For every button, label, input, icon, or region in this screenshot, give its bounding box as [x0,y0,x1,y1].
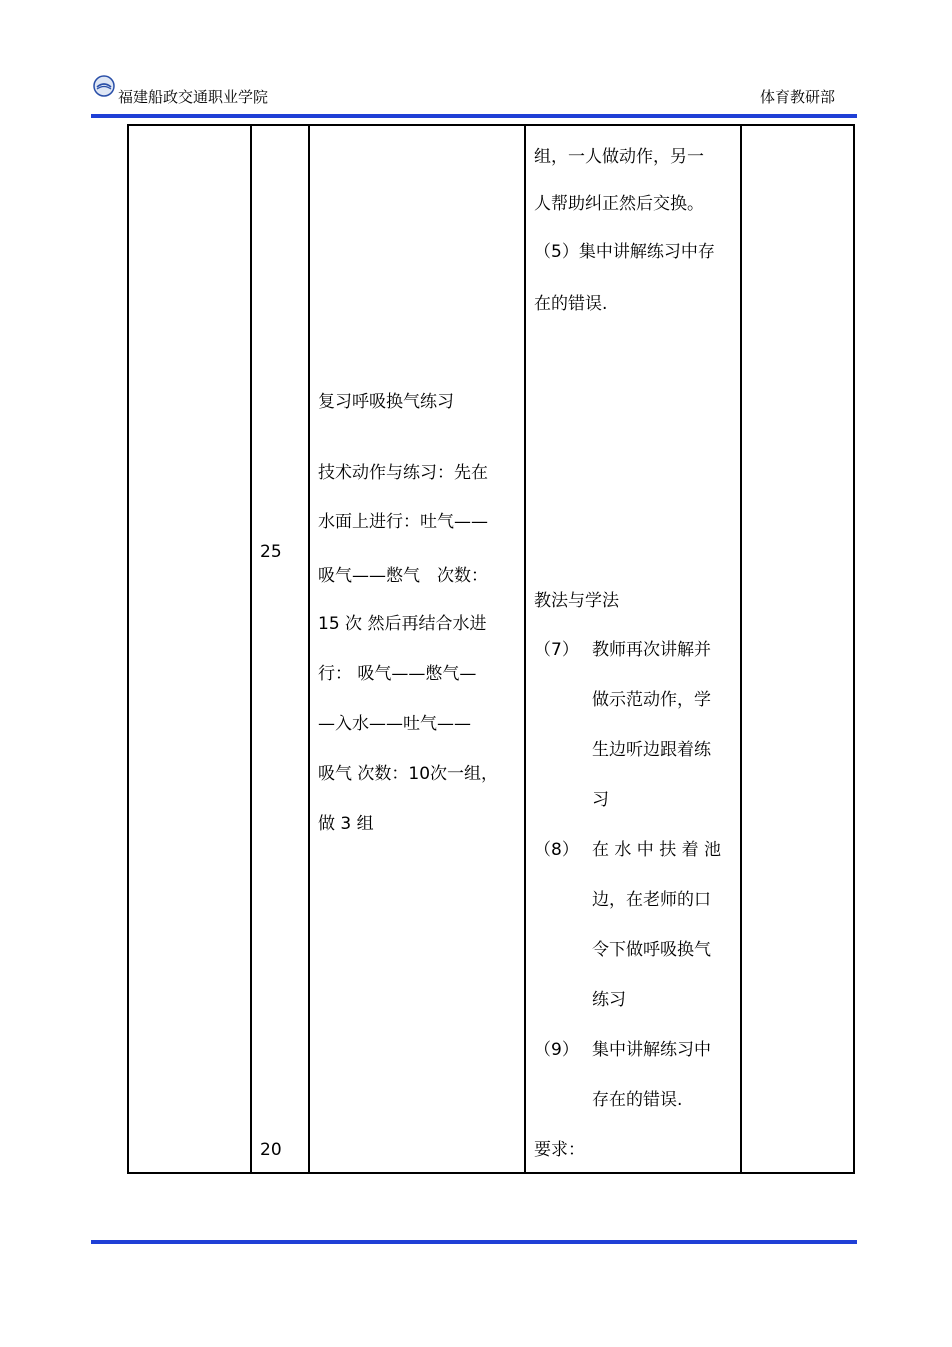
table-border-left [127,124,129,1174]
method-line: 在的错误. [534,294,608,314]
school-name: 福建船政交通职业学院 [118,88,269,106]
content-title: 复习呼吸换气练习 [318,392,454,412]
school-emblem-icon [93,75,115,97]
method-item-line: 练习 [592,990,626,1010]
col-divider-4 [740,124,742,1174]
content-line: —入水——吐气—— [318,714,471,734]
col-divider-3 [524,124,526,1174]
content-line: 吸气 次数：10次一组， [318,764,499,784]
content-line: 水面上进行：吐气—— [318,512,488,532]
department-name: 体育教研部 [760,88,836,106]
method-line: 组，一人做动作，另一 [534,147,704,167]
content-line: 15 次 然后再结合水进 [318,614,487,634]
method-item-line: 生边听边跟着练 [592,740,711,760]
col-divider-2 [308,124,310,1174]
method-heading: 教法与学法 [534,591,619,611]
method-item-number: （9） [534,1040,579,1060]
method-item-line: 令下做呼吸换气 [592,940,711,960]
col-divider-1 [250,124,252,1174]
method-item-number: （7） [534,640,579,660]
method-item-number: （8） [534,840,579,860]
footer-rule [91,1240,857,1244]
content-line: 做 3 组 [318,814,374,834]
content-line: 行： 吸气——憋气— [318,664,477,684]
method-item-line: 教师再次讲解并 [592,640,711,660]
method-item-line: 集中讲解练习中 [592,1040,711,1060]
method-item-line: 在 水 中 扶 着 池 [592,840,722,860]
method-item-line: 存在的错误. [592,1090,683,1110]
table-border-right [853,124,855,1174]
content-line: 吸气——憋气 次数： [318,566,488,586]
content-line: 技术动作与练习：先在 [318,463,488,483]
table-border-bottom [127,1172,855,1174]
method-item-line: 习 [592,790,609,810]
time-value: 20 [260,1140,282,1160]
table-border-top [127,124,855,126]
requirement-label: 要求： [534,1140,585,1160]
method-line: 人帮助纠正然后交换。 [534,194,704,214]
time-value: 25 [260,542,282,562]
method-line: （5）集中讲解练习中存 [534,242,715,262]
header-rule [91,114,857,118]
method-item-line: 边，在老师的口 [592,890,711,910]
method-item-line: 做示范动作，学 [592,690,711,710]
